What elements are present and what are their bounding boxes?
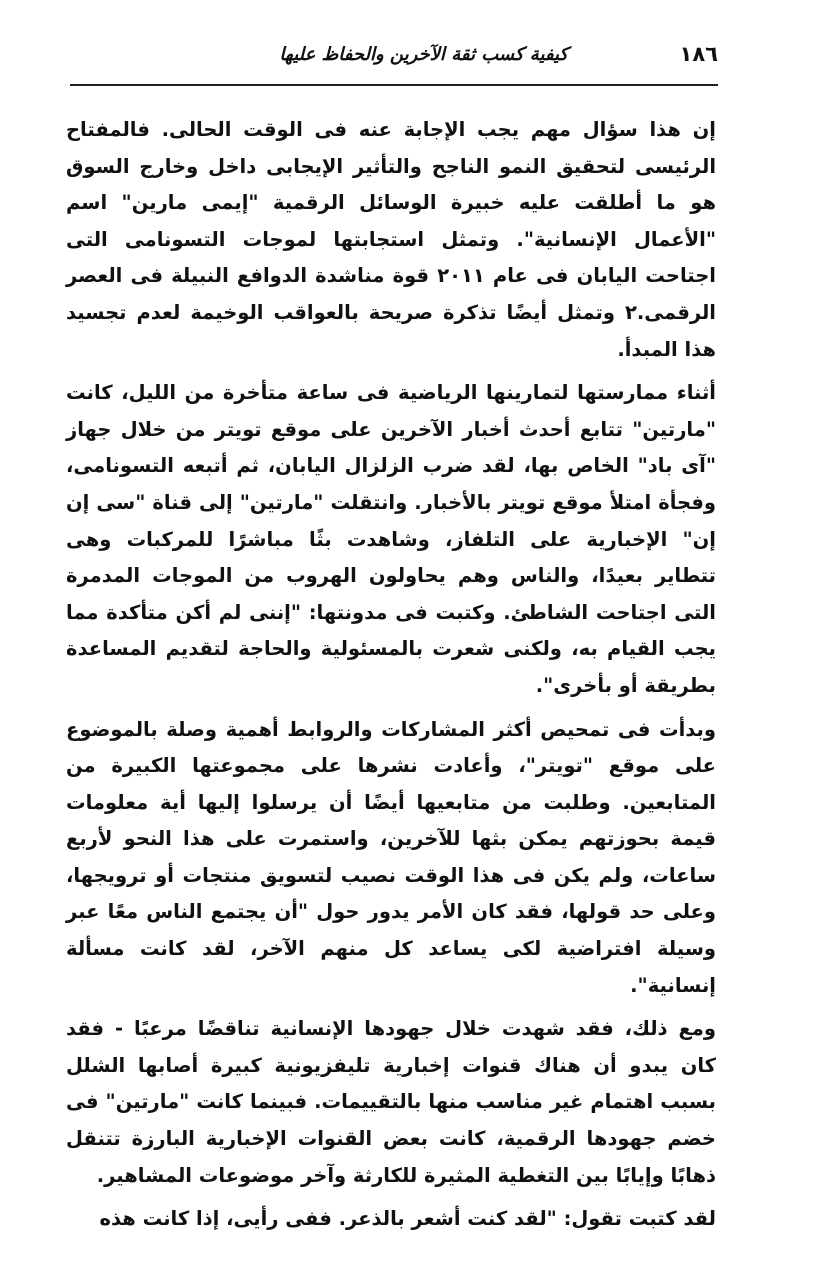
body-text — [66, 112, 716, 1238]
page-number: ١٨٦ — [679, 42, 718, 66]
paragraph: لقد كتبت تقول: "لقد كنت أشعر بالذعر. ففى رأيى، إذا كانت هذه — [99, 1207, 716, 1231]
paragraph: وبدأت فى تمحيص أكثر المشاركات والروابط أهمية وصلة بالموضوع على موقع "تويتر"، وأعادت نشرها على مجموعتها الكبيرة من المتابعين. وطلبت من متابعيها أيضًا أن يرسلوا إليها أية معلومات قيمة بحوزتهم يمكن بثها للآخرين، واستمرت على هذا النحو لأربع ساعات، ولم يكن فى هذا الوقت نصيب لتسويق منتجات أو ترويجها، وعلى حد قولها، فقد كان الأمر يدور حول "أن يجتمع الناس معًا عبر وسيلة افتراضية لكى يساعد كل منهم الآخر، لقد كانت مسألة إنسانية". — [66, 717, 716, 997]
page-header — [70, 38, 718, 78]
paragraph: ومع ذلك، فقد شهدت خلال جهودها الإنسانية تناقضًا مرعبًا - فقد كان يبدو أن هناك قنوات إخبارية تليفزيونية كبيرة أصابها الشلل بسبب اهتمام غير مناسب منها بالتقييمات. فبينما كانت "مارتين" فى خضم جهودها الرقمية، كانت بعض القنوات الإخبارية البارزة تتنقل ذهابًا وإيابًا بين التغطية المثيرة للكارثة وآخر موضوعات المشاهير. — [66, 1017, 716, 1187]
paragraph: إن هذا سؤال مهم يجب الإجابة عنه فى الوقت الحالى. فالمفتاح الرئيسى لتحقيق النمو الناجح والتأثير الإيجابى داخل وخارج السوق هو ما أطلقت عليه خبيرة الوسائل الرقمية "إيمى مارين" اسم "الأعمال الإنسانية". وتمثل استجابتها لموجات التسونامى التى اجتاحت اليابان فى عام ٢٠١١ قوة مناشدة الدوافع النبيلة فى العصر الرقمى.٢ وتمثل أيضًا تذكرة صريحة بالعواقب الوخيمة لعدم تجسيد هذا المبدأ. — [66, 118, 716, 361]
paragraph: أثناء ممارستها لتمارينها الرياضية فى ساعة متأخرة من الليل، كانت "مارتين" تتابع أحدث أخبار الآخرين على موقع تويتر من خلال جهاز "آى باد" الخاص بها، لقد ضرب الزلزال اليابان، ثم أتبعه التسونامى، وفجأة امتلأ موقع تويتر بالأخبار. وانتقلت "مارتين" إلى قناة "سى إن إن" الإخبارية على التلفاز، وشاهدت بثًا مباشرًا للمركبات وهى تتطاير بعيدًا، والناس وهم يحاولون الهروب من الموجات المدمرة التى اجتاحت الشاطئ. وكتبت فى مدونتها: "إننى لم أكن متأكدة مما يجب القيام به، ولكنى شعرت بالمسئولية والحاجة لتقديم المساعدة بطريقة أو بأخرى". — [66, 381, 716, 697]
running-title: كيفية كسب ثقة الآخرين والحفاظ عليها — [279, 44, 568, 65]
header-divider — [70, 84, 718, 86]
